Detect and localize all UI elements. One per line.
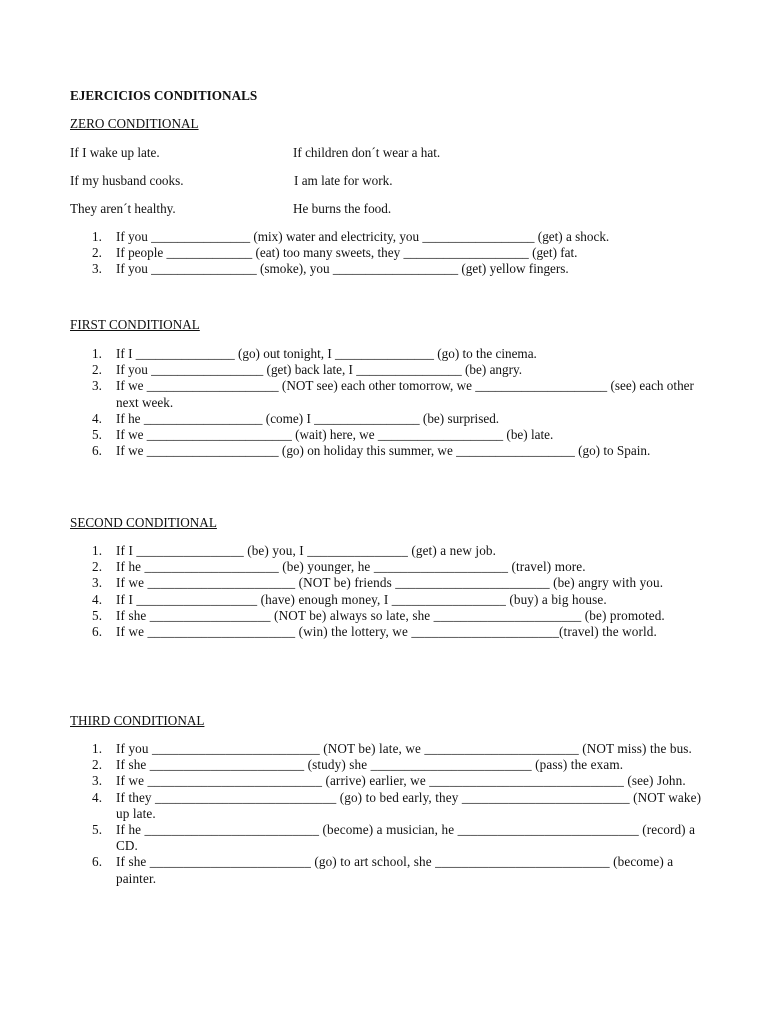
exercise-number: 5. xyxy=(92,427,102,443)
first-conditional-exercises xyxy=(70,346,702,459)
exercise-item xyxy=(70,624,702,640)
matching-right-item: I am late for work. xyxy=(294,173,393,188)
exercise-item xyxy=(70,245,702,261)
exercise-text: If she ________________________ (go) to art school, she __________________________ (become) a painter. xyxy=(116,854,674,886)
exercise-text: If we ______________________ (wait) here, we ___________________ (be) late. xyxy=(116,427,554,443)
exercise-item xyxy=(70,346,702,362)
exercise-text: If people _____________ (eat) too many sweets, they ___________________ (get) fat. xyxy=(116,245,578,261)
exercise-number: 1. xyxy=(92,346,102,361)
matching-left-item: If my husband cooks. xyxy=(70,173,184,188)
exercise-item xyxy=(70,543,702,559)
exercise-number: 3. xyxy=(92,575,103,591)
exercise-text: If you _______________ (mix) water and electricity, you _________________ (get) a shock. xyxy=(116,229,610,244)
exercise-number: 1. xyxy=(92,543,103,558)
exercise-number: 1. xyxy=(92,741,103,756)
exercise-item xyxy=(70,592,702,608)
exercise-number: 6. xyxy=(92,854,103,870)
third-conditional-exercises xyxy=(70,741,702,887)
exercise-item xyxy=(70,854,702,886)
exercise-text: If I _______________ (go) out tonight, I _______________ (go) to the cinema. xyxy=(116,346,537,361)
exercise-item xyxy=(70,608,702,624)
exercise-number: 4. xyxy=(92,410,102,426)
exercise-item xyxy=(70,757,702,773)
exercise-number: 3. xyxy=(92,378,102,394)
exercise-text: If I __________________ (have) enough money, I _________________ (buy) a big house. xyxy=(116,591,607,607)
exercise-item xyxy=(70,229,702,245)
exercise-number: 3. xyxy=(92,261,102,277)
exercise-number: 1. xyxy=(92,229,102,244)
zero-conditional-exercises xyxy=(70,229,702,278)
exercise-number: 2. xyxy=(92,362,102,378)
exercise-text: If he ____________________ (be) younger, he ____________________ (travel) more. xyxy=(116,559,586,575)
exercise-number: 2. xyxy=(92,559,103,575)
exercise-number: 4. xyxy=(92,789,103,805)
second-conditional-exercises xyxy=(70,543,702,640)
third-conditional-heading: THIRD CONDITIONAL xyxy=(70,713,205,728)
exercise-text: If she _______________________ (study) she ________________________ (pass) the exam. xyxy=(116,757,624,773)
exercise-text: If he __________________ (come) I ________________ (be) surprised. xyxy=(116,410,500,426)
second-conditional-heading: SECOND CONDITIONAL xyxy=(70,515,217,530)
exercise-text: If I ________________ (be) you, I _______________ (get) a new job. xyxy=(116,543,497,558)
exercise-text: If we ____________________ (go) on holiday this summer, we __________________ (go) to Spain. xyxy=(116,443,651,459)
exercise-text: If you _________________ (get) back late, I ________________ (be) angry. xyxy=(116,362,523,378)
exercise-text: If we __________________________ (arrive) earlier, we _____________________________ (see) John. xyxy=(116,773,686,789)
exercise-item xyxy=(70,773,702,789)
matching-right-item: He burns the food. xyxy=(293,201,392,216)
exercise-item xyxy=(70,559,702,575)
exercise-item xyxy=(70,443,702,459)
exercise-text: If you ________________ (smoke), you ___________________ (get) yellow fingers. xyxy=(116,261,569,277)
exercise-item xyxy=(70,261,702,277)
exercise-text: If she __________________ (NOT be) always so late, she ______________________ (be) promoted. xyxy=(116,607,665,623)
exercise-number: 6. xyxy=(92,624,103,640)
exercise-item xyxy=(70,378,702,410)
exercise-number: 3. xyxy=(92,773,103,789)
exercise-number: 6. xyxy=(92,443,102,459)
exercise-text: If we ______________________ (NOT be) friends _______________________ (be) angry with you. xyxy=(116,575,664,591)
exercise-number: 2. xyxy=(92,757,103,773)
exercise-text: If he __________________________ (become) a musician, he ___________________________ (record) a CD. xyxy=(116,822,696,854)
exercise-number: 2. xyxy=(92,245,102,261)
exercise-item xyxy=(70,741,702,757)
exercise-number: 4. xyxy=(92,591,103,607)
zero-conditional-heading: ZERO CONDITIONAL xyxy=(70,116,199,131)
exercise-item xyxy=(70,427,702,443)
exercise-item xyxy=(70,362,702,378)
exercise-number: 5. xyxy=(92,607,103,623)
first-conditional-heading: FIRST CONDITIONAL xyxy=(70,317,200,332)
exercise-item xyxy=(70,822,702,854)
exercise-item xyxy=(70,790,702,822)
exercise-text: If we ______________________ (win) the lottery, we ______________________(travel) the world. xyxy=(116,624,657,640)
matching-left-item: They aren´t healthy. xyxy=(70,201,176,216)
exercise-item xyxy=(70,575,702,591)
exercise-text: If they ___________________________ (go) to bed early, they _________________________ (NOT wake) up late. xyxy=(116,789,702,821)
exercise-text: If you _________________________ (NOT be) late, we _______________________ (NOT miss) the bus. xyxy=(116,741,692,756)
exercise-item xyxy=(70,411,702,427)
exercise-number: 5. xyxy=(92,822,103,838)
matching-left-item: If I wake up late. xyxy=(70,145,160,160)
worksheet-title: EJERCICIOS CONDITIONALS xyxy=(70,88,258,103)
exercise-text: If we ____________________ (NOT see) each other tomorrow, we ____________________ (see) each other next week. xyxy=(116,378,694,410)
matching-right-item: If children don´t wear a hat. xyxy=(293,145,441,160)
